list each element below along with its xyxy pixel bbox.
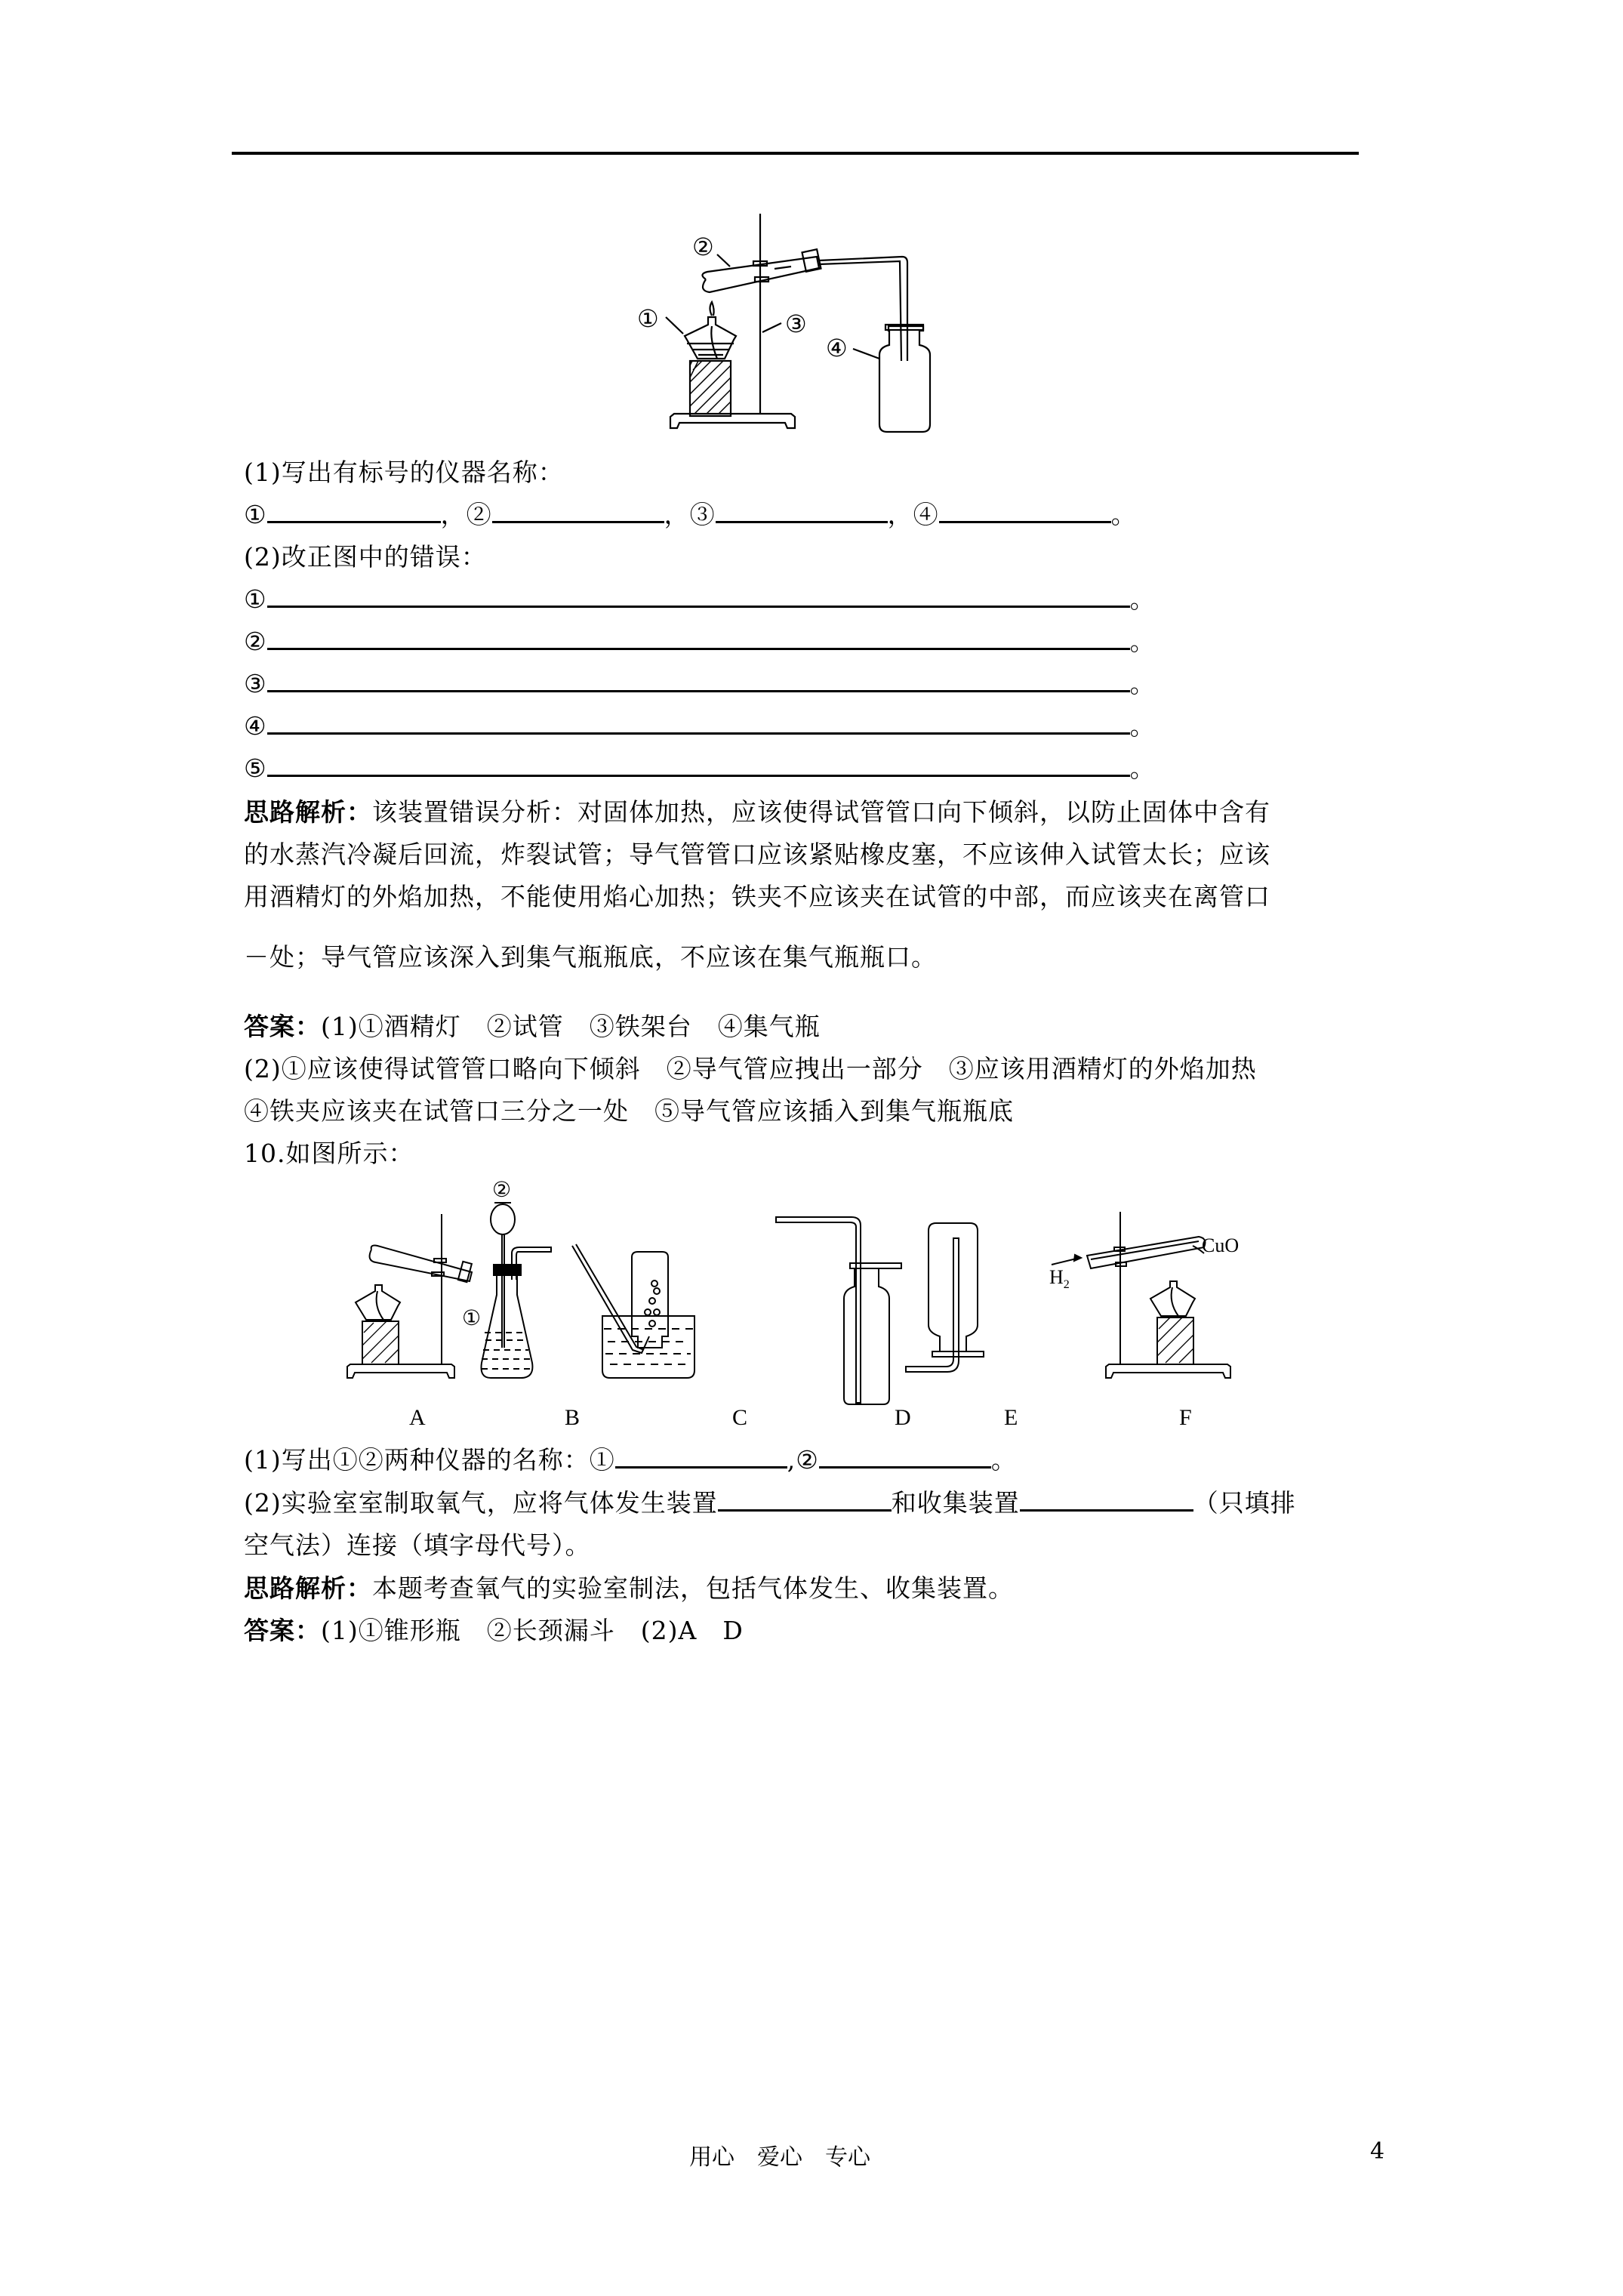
iron-stand-base [670, 414, 795, 428]
q10-part2-cont: 空气法）连接（填字母代号）。 [244, 1530, 591, 1560]
q9-analysis-line-2: 的水蒸汽冷凝后回流，炸裂试管；导气管管口应该紧贴橡皮塞，不应该伸入试管太长；应该 [244, 840, 1270, 869]
apparatus-d [776, 1217, 901, 1404]
mark-2: ② [492, 1178, 512, 1202]
q10-part2: (2)实验室室制取氧气，应将气体发生装置 和收集装置 （只填排 [244, 1488, 1296, 1518]
header-rule [232, 152, 1359, 155]
blank-generator[interactable] [718, 1487, 892, 1512]
q9-correction-4: ④ 。 [244, 711, 1156, 741]
fig-label-d: D [895, 1405, 911, 1430]
q9-correction-2: ② 。 [244, 627, 1156, 656]
mark-1: ① [462, 1305, 482, 1330]
footer-motto: 用心 爱心 专心 [689, 2144, 870, 2171]
figure-1-label-3: ③ [785, 310, 807, 338]
q10-answer: 答案：(1)①锥形瓶 ②长颈漏斗 (2)A D [244, 1616, 744, 1645]
page-number: 4 [1370, 2138, 1385, 2165]
q10-analysis: 思路解析：本题考查氧气的实验室制法，包括气体发生、收集装置。 [244, 1573, 1014, 1603]
apparatus-a [347, 1214, 472, 1378]
blank-correction-3[interactable] [267, 667, 1130, 692]
figure-1-apparatus [604, 189, 1057, 453]
apparatus-c [572, 1244, 694, 1378]
blank-instrument-1[interactable] [267, 498, 441, 523]
q10-part1: (1)写出①②两种仪器的名称：① ,② 。 [244, 1445, 1017, 1475]
blank-correction-4[interactable] [267, 710, 1130, 735]
figure-1-label-4: ④ [826, 334, 848, 362]
blank-q10-instrument-1[interactable] [615, 1444, 787, 1469]
q9-part2-prompt: (2)改正图中的错误： [244, 542, 487, 572]
fig-label-c: C [732, 1405, 748, 1430]
blank-correction-2[interactable] [267, 625, 1130, 650]
q10-title: 10.如图所示： [244, 1139, 414, 1168]
alcohol-lamp [685, 317, 736, 359]
q9-part1-prompt: (1)写出有标号的仪器名称： [244, 458, 564, 487]
q9-answer-line-1: 答案：(1)①酒精灯 ②试管 ③铁架台 ④集气瓶 [244, 1012, 821, 1041]
blank-instrument-2[interactable] [492, 498, 664, 523]
fig-label-f: F [1179, 1405, 1192, 1430]
blank-q10-instrument-2[interactable] [819, 1444, 991, 1469]
blank-instrument-3[interactable] [716, 498, 888, 523]
q9-part1-blanks: ① ，② ，③ ，④ 。 [244, 500, 1137, 529]
figure-2-apparatus [332, 1178, 1291, 1435]
blank-instrument-4[interactable] [939, 498, 1111, 523]
fig-label-e: E [1004, 1405, 1018, 1430]
q9-analysis-line-4: －处；导气管应该深入到集气瓶瓶底，不应该在集气瓶瓶口。 [244, 942, 937, 972]
fig-label-b: B [565, 1405, 581, 1430]
q9-analysis-line-1: 思路解析：该装置错误分析：对固体加热，应该使得试管管口向下倾斜，以防止固体中含有 [244, 797, 1270, 827]
label-cuo: CuO [1202, 1234, 1240, 1256]
blank-correction-5[interactable] [267, 752, 1130, 777]
q9-answer-line-2: (2)①应该使得试管管口略向下倾斜 ②导气管应拽出一部分 ③应该用酒精灯的外焰加热 [244, 1054, 1257, 1083]
q9-correction-5: ⑤ 。 [244, 754, 1156, 783]
q9-analysis-line-3: 用酒精灯的外焰加热，不能使用焰心加热；铁夹不应该夹在试管的中部，而应该夹在离管口 [244, 882, 1270, 911]
blank-collector[interactable] [1020, 1487, 1193, 1512]
q9-correction-1: ① 。 [244, 584, 1156, 614]
label-h2: $H_2$ [1049, 1266, 1070, 1291]
blank-correction-1[interactable] [267, 583, 1130, 608]
figure-1-label-1: ① [637, 304, 659, 333]
apparatus-b [482, 1203, 552, 1378]
q9-correction-3: ③ 。 [244, 669, 1156, 698]
gas-bottle [879, 326, 930, 432]
apparatus-e [906, 1223, 984, 1372]
q9-answer-line-3: ④铁夹应该夹在试管口三分之一处 ⑤导气管应该插入到集气瓶瓶底 [244, 1096, 1014, 1126]
fig-label-a: A [409, 1405, 426, 1430]
figure-1-label-2: ② [692, 233, 714, 261]
